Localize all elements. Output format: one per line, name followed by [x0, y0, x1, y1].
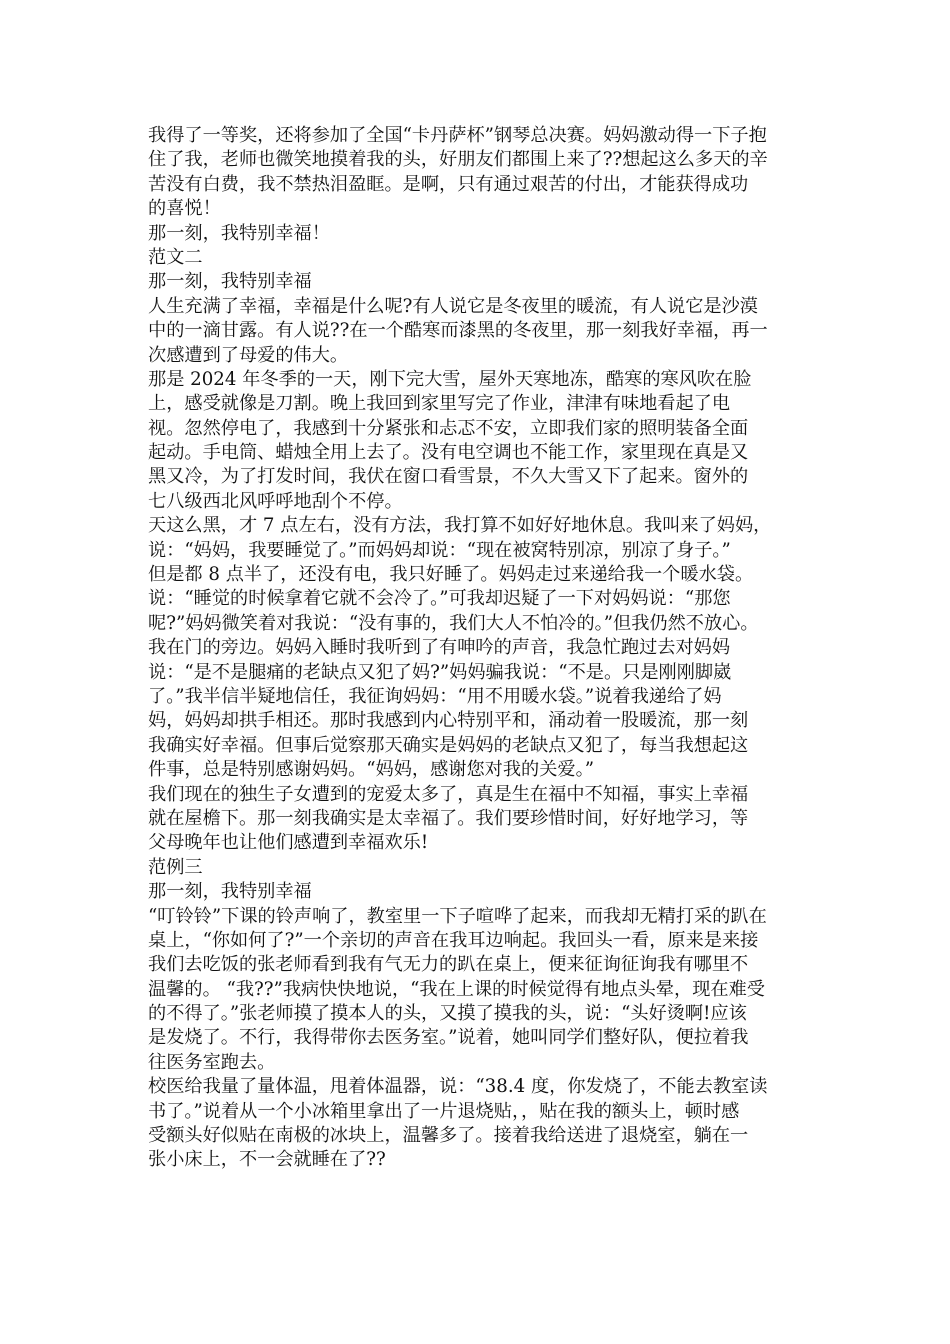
text-line: 往医务室跑去。: [148, 1051, 276, 1073]
text-line: 说：“妈妈，我要睡觉了。”而妈妈却说：“现在被窝特别凉，别凉了身子。”: [148, 539, 731, 561]
text-line: 我们现在的独生子女遭到的宠爱太多了，真是生在福中不知福，事实上幸福: [148, 783, 749, 805]
text-line: 说：“睡觉的时候拿着它就不会冷了。”可我却迟疑了一下对妈妈说：“那您: [148, 588, 731, 610]
text-line: 七八级西北风呼呼地刮个不停。: [148, 490, 403, 512]
text-line: 温馨的。 “我??”我病快快地说，“我在上课的时候觉得有地点头晕，现在难受: [148, 978, 765, 1000]
text-line: 我得了一等奖，还将参加了全国“卡丹萨杯”钢琴总决赛。妈妈激动得一下子抱: [148, 125, 767, 146]
text-line: 那一刻，我特别幸福: [148, 881, 312, 903]
text-line: 人生充满了幸福，幸福是什么呢?有人说它是冬夜里的暖流，有人说它是沙漠: [148, 295, 758, 317]
text-line: 那是 2024 年冬季的一天，刚下完大雪，屋外天寒地冻，酷寒的寒风吹在脸: [148, 368, 752, 390]
text-line: 妈，妈妈却拱手相还。那时我感到内心特别平和，涌动着一股暖流，那一刻: [148, 710, 749, 732]
text-line: 了。”我半信半疑地信任，我征询妈妈：“用不用暖水袋。”说着我递给了妈: [148, 685, 722, 707]
text-line: 那一刻，我特别幸福: [148, 271, 312, 293]
text-line: 我确实好幸福。但事后觉察那天确实是妈妈的老缺点又犯了，每当我想起这: [148, 734, 749, 756]
text-line: 起动。手电筒、蜡烛全用上去了。没有电空调也不能工作，家里现在真是又: [148, 442, 749, 464]
text-line: 说：“是不是腿痛的老缺点又犯了妈?”妈妈骗我说：“不是。只是刚刚脚崴: [148, 661, 732, 683]
text-line: 中的一滴甘露。有人说??在一个酷寒而漆黑的冬夜里，那一刻我好幸福，再一: [148, 320, 768, 342]
text-line: 受额头好似贴在南极的冰块上，温馨多了。接着我给送进了退烧室，躺在一: [148, 1125, 749, 1147]
text-line: 上，感受就像是刀割。晚上我回到家里写完了作业，津津有味地看起了电: [148, 393, 731, 415]
text-line: 父母晚年也让他们感遭到幸福欢乐!: [148, 832, 429, 854]
text-line: 的不得了。”张老师摸了摸本人的头，又摸了摸我的头，说：“头好烫啊!应该: [148, 1003, 747, 1025]
text-line: 我们去吃饭的张老师看到我有气无力的趴在桌上，便来征询征询我有哪里不: [148, 954, 749, 976]
text-line: 书了。”说着从一个小冰箱里拿出了一片退烧贴，，贴在我的额头上，顿时感: [148, 1100, 740, 1122]
text-line: 就在屋檐下。那一刻我确实是太幸福了。我们要珍惜时间，好好地学习，等: [148, 807, 749, 829]
text-line: 次感遭到了母爱的伟大。: [148, 344, 349, 366]
text-line: “叮铃铃”下课的铃声响了，教室里一下子喧哗了起来，而我却无精打采的趴在: [148, 905, 767, 927]
document-page: [148, 124, 804, 1173]
text-line: 呢?”妈妈微笑着对我说：“没有事的，我们大人不怕冷的。”但我仍然不放心。: [148, 612, 759, 634]
text-line: 桌上，“你如何了?”一个亲切的声音在我耳边响起。我回头一看，原来是来接: [148, 929, 759, 951]
text-line: 是发烧了。不行，我得带你去医务室。”说着，她叫同学们整好队，便拉着我: [148, 1027, 749, 1049]
text-line: 视。忽然停电了，我感到十分紧张和忐忑不安，立即我们家的照明装备全面: [148, 417, 749, 439]
text-line: 的喜悦！: [148, 198, 221, 220]
text-line: 件事，总是特别感谢妈妈。“妈妈，感谢您对我的关爱。”: [148, 759, 594, 781]
text-line: 那一刻，我特别幸福！: [148, 222, 330, 244]
text-line: 范例三: [148, 856, 203, 878]
text-line: 范文二: [148, 246, 203, 268]
text-line: 苦没有白费，我不禁热泪盈眶。是啊，只有通过艰苦的付出，才能获得成功: [148, 173, 749, 195]
text-line: 住了我，老师也微笑地摸着我的头，好朋友们都围上来了??想起这么多天的辛: [148, 149, 768, 171]
text-line: 校医给我量了量体温，甩着体温器，说：“38.4 度，你发烧了，不能去教室读: [148, 1076, 768, 1098]
text-line: 天这么黑，才 7 点左右，没有方法，我打算不如好好地休息。我叫来了妈妈，: [148, 515, 772, 537]
text-line: 张小床上，不一会就睡在了??: [148, 1149, 386, 1171]
text-line: 黑又冷，为了打发时间，我伏在窗口看雪景，不久大雪又下了起来。窗外的: [148, 466, 749, 488]
text-line: 但是都 8 点半了，还没有电，我只好睡了。妈妈走过来递给我一个暖水袋。: [148, 564, 754, 586]
text-line: 我在门的旁边。妈妈入睡时我听到了有呻吟的声音，我急忙跑过去对妈妈: [148, 637, 731, 659]
